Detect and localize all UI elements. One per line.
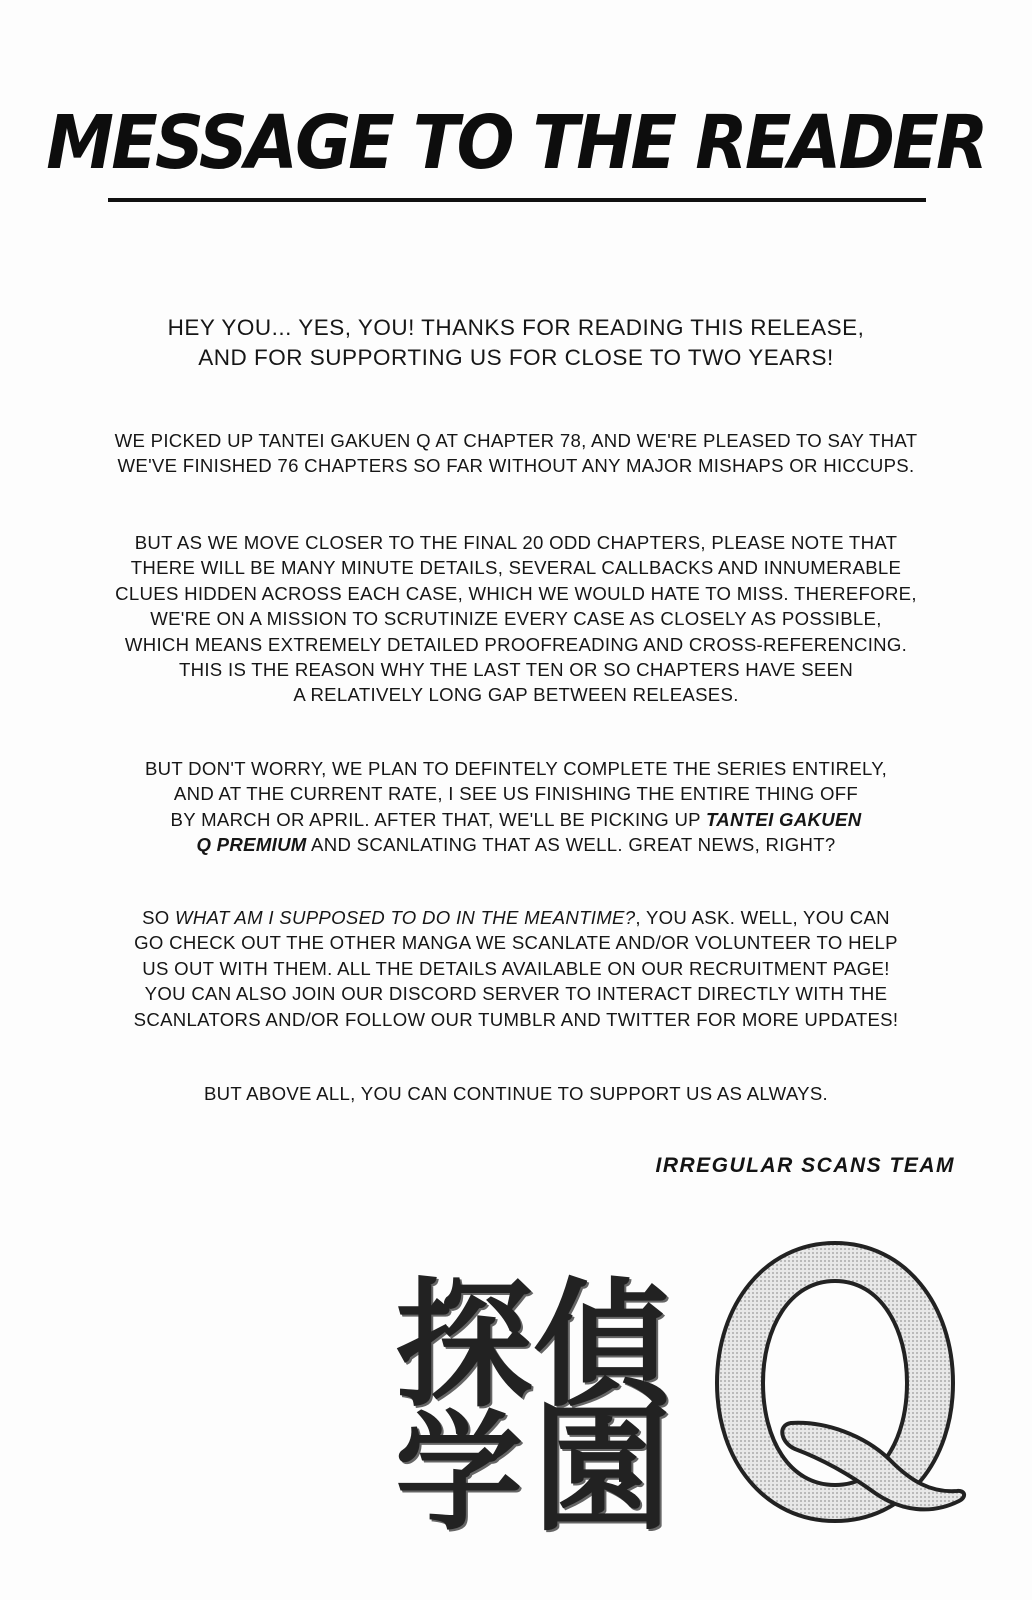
- paragraph-text: BY MARCH OR APRIL. AFTER THAT, WE'LL BE PICKING UP: [170, 808, 701, 830]
- logo-kanji: 探: [395, 1265, 534, 1426]
- paragraph-line: YOU CAN ALSO JOIN OUR DISCORD SERVER TO INTERACT DIRECTLY WITH THE: [144, 983, 888, 1005]
- paragraph-line: GO CHECK OUT THE OTHER MANGA WE SCANLATE AND/OR VOLUNTEER TO HELP: [134, 932, 898, 954]
- paragraph-line: THERE WILL BE MANY MINUTE DETAILS, SEVERAL CALLBACKS AND INNUMERABLE: [130, 557, 902, 579]
- series-title-highlight: TANTEI GAKUEN: [706, 808, 862, 830]
- paragraph-text: AND SCANLATING THAT AS WELL. GREAT NEWS, RIGHT?: [311, 834, 836, 856]
- paragraph-line: WE'VE FINISHED 76 CHAPTERS SO FAR WITHOUT ANY MAJOR MISHAPS OR HICCUPS.: [117, 455, 915, 477]
- logo-kanji: 園: [533, 1389, 672, 1550]
- paragraph-line: [40, 832, 992, 857]
- paragraph-line: BUT DON'T WORRY, WE PLAN TO DEFINTELY COMPLETE THE SERIES ENTIRELY,: [144, 758, 888, 779]
- paragraph-proofreading: [40, 530, 992, 708]
- paragraph-line: BUT AS WE MOVE CLOSER TO THE FINAL 20 ODD CHAPTERS, PLEASE NOTE THAT: [134, 532, 898, 553]
- series-logo: [395, 1235, 985, 1550]
- paragraph-line: BUT ABOVE ALL, YOU CAN CONTINUE TO SUPPORT US AS ALWAYS.: [203, 1083, 829, 1104]
- paragraph-line: THIS IS THE REASON WHY THE LAST TEN OR SO CHAPTERS HAVE SEEN: [178, 659, 854, 681]
- paragraph-chapters: [40, 428, 992, 479]
- paragraph-line: WE'RE ON A MISSION TO SCRUTINIZE EVERY CASE AS CLOSELY AS POSSIBLE,: [150, 608, 882, 630]
- paragraph-support: [40, 1081, 992, 1106]
- title-underline: [108, 198, 926, 202]
- paragraph-line: SCANLATORS AND/OR FOLLOW OUR TUMBLR AND TWITTER FOR MORE UPDATES!: [133, 1008, 899, 1030]
- team-signature: IRREGULAR SCANS TEAM: [655, 1154, 955, 1177]
- paragraph-line: [40, 807, 992, 832]
- logo-q-text: Q: [834, 1395, 836, 1396]
- paragraph-line: AND AT THE CURRENT RATE, I SEE US FINISHING THE ENTIRE THING OFF: [173, 783, 859, 805]
- paragraph-line: WE PICKED UP TANTEI GAKUEN Q AT CHAPTER 78, AND WE'RE PLEASED TO SAY THAT: [114, 430, 918, 451]
- page-title: MESSAGE TO THE READER: [46, 100, 986, 186]
- paragraph-meantime: [40, 905, 992, 1032]
- paragraph-line: WHICH MEANS EXTREMELY DETAILED PROOFREADING AND CROSS-REFERENCING.: [124, 633, 908, 655]
- paragraph-text: SO: [142, 907, 170, 928]
- paragraph-line: [40, 905, 992, 930]
- intro-paragraph: [40, 313, 992, 373]
- series-title-highlight: Q PREMIUM: [196, 834, 307, 856]
- q-outer-ring: [717, 1243, 953, 1521]
- paragraph-text: , YOU ASK. WELL, YOU CAN: [635, 907, 890, 928]
- logo-kanji: 学: [395, 1399, 524, 1548]
- paragraph-line: US OUT WITH THEM. ALL THE DETAILS AVAILABLE ON OUR RECRUITMENT PAGE!: [142, 957, 890, 979]
- logo-kanji: 偵: [533, 1265, 672, 1426]
- paragraph-line: CLUES HIDDEN ACROSS EACH CASE, WHICH WE WOULD HATE TO MISS. THEREFORE,: [115, 582, 917, 604]
- question-italic: WHAT AM I SUPPOSED TO DO IN THE MEANTIME?: [175, 907, 636, 928]
- logo-q-letter: [695, 1235, 975, 1535]
- paragraph-line: A RELATIVELY LONG GAP BETWEEN RELEASES.: [293, 684, 739, 706]
- intro-line: AND FOR SUPPORTING US FOR CLOSE TO TWO YEARS!: [198, 345, 834, 370]
- intro-line: HEY YOU... YES, YOU! THANKS FOR READING THIS RELEASE,: [167, 315, 865, 340]
- paragraph-schedule: [40, 756, 992, 858]
